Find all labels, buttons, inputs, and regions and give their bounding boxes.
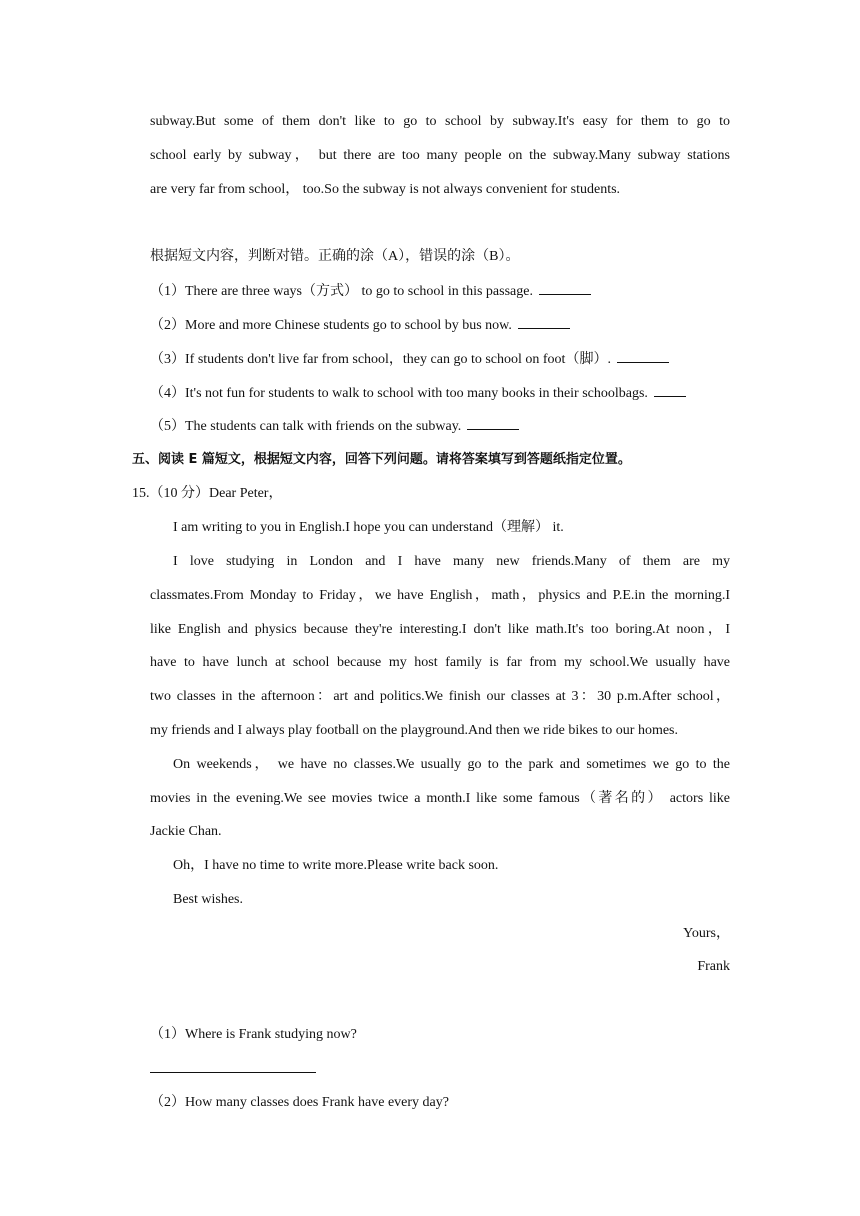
tf-instruction: 根据短文内容，判断对错。正确的涂（A），错误的涂（B）。 bbox=[150, 249, 520, 264]
question-1: （1）Where is Frank studying now? bbox=[150, 1027, 357, 1042]
answer-blank[interactable] bbox=[518, 316, 570, 329]
letter-line-10: Jackie Chan. bbox=[150, 824, 222, 839]
letter-line-12: Best wishes. bbox=[173, 892, 243, 907]
tf-item-5 bbox=[150, 417, 519, 436]
letter-line-9: movies in the evening.We see movies twice a month.I like some famous（著名的） actors like bbox=[150, 791, 730, 806]
letter-line-3: classmates.From Monday to Friday，we have English，math，physics and P.E.in the morning.I bbox=[150, 588, 730, 603]
tf-item-4 bbox=[150, 384, 686, 403]
passage-d-line-3: are very far from school， too.So the subway is not always convenient for students. bbox=[150, 182, 621, 197]
tf-item-text: （3）If students don't live far from school，they can go to school on foot（脚）. bbox=[150, 352, 611, 367]
passage-d-line-1: subway.But some of them don't like to go to school by subway.It's easy for them to go to bbox=[150, 114, 730, 129]
letter-line-6: two classes in the afternoon：art and politics.We finish our classes at 3：30 p.m.After school， bbox=[150, 689, 730, 704]
letter-closing: Yours， bbox=[683, 926, 730, 941]
tf-item-text: （2）More and more Chinese students go to school by bus now. bbox=[150, 318, 512, 333]
answer-blank[interactable] bbox=[467, 417, 519, 430]
question-15-intro: 15.（10 分）Dear Peter， bbox=[132, 486, 283, 501]
tf-item-text: （5）The students can talk with friends on the subway. bbox=[150, 419, 462, 434]
letter-line-5: have to have lunch at school because my host family is far from my school.We usually have bbox=[150, 655, 730, 670]
letter-line-1: I am writing to you in English.I hope you can understand（理解） it. bbox=[173, 520, 564, 535]
answer-blank[interactable] bbox=[539, 282, 591, 295]
tf-item-text: （1）There are three ways（方式） to go to school in this passage. bbox=[150, 284, 533, 299]
answer-line-1[interactable] bbox=[150, 1072, 316, 1073]
letter-line-8: On weekends， we have no classes.We usually go to the park and sometimes we go to the bbox=[173, 757, 730, 772]
letter-line-4: like English and physics because they're interesting.I don't like math.It's too boring.At noon，I bbox=[150, 622, 730, 637]
answer-blank[interactable] bbox=[654, 384, 686, 397]
answer-blank[interactable] bbox=[617, 350, 669, 363]
question-2: （2）How many classes does Frank have every day? bbox=[150, 1095, 449, 1110]
tf-item-1 bbox=[150, 282, 591, 301]
passage-d-line-2: school early by subway， but there are too many people on the subway.Many subway stations bbox=[150, 148, 730, 163]
tf-item-text: （4）It's not fun for students to walk to school with too many books in their schoolbags. bbox=[150, 386, 648, 401]
letter-line-11: Oh，I have no time to write more.Please write back soon. bbox=[173, 858, 499, 873]
section-e-heading: 五、阅读 E 篇短文，根据短文内容，回答下列问题。请将答案填写到答题纸指定位置。 bbox=[132, 452, 631, 467]
letter-line-2: I love studying in London and I have many new friends.Many of them are my bbox=[173, 554, 730, 569]
tf-item-2 bbox=[150, 316, 570, 335]
letter-signature: Frank bbox=[697, 959, 730, 974]
letter-line-7: my friends and I always play football on the playground.And then we ride bikes to our homes. bbox=[150, 723, 678, 738]
tf-item-3 bbox=[150, 350, 669, 369]
